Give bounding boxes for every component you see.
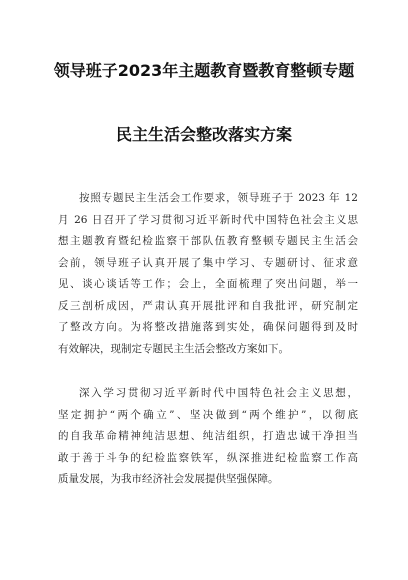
paragraph-line: 敢于善于斗争的纪检监察铁军，纵深推进纪检监察工作高 — [58, 451, 358, 464]
document-title-line-1: 领导班子2023年主题教育暨教育整顿专题 — [53, 61, 355, 80]
paragraph-line: 了整改方向。为将整改措施落到实处，确保问题得到及时 — [58, 321, 358, 333]
paragraph-line: 按照专题民主生活会工作要求，领导班子于 2023 年 12 — [79, 192, 358, 204]
paragraph-line: 反三剖析成因，严肃认真开展批评和自我批评，研究制定 — [58, 299, 358, 312]
document-title-line-2: 民主生活会整改落实方案 — [115, 125, 292, 144]
paragraph-line: 月 26 日召开了学习贯彻习近平新时代中国特色社会主义思 — [58, 213, 358, 226]
paragraph-line: 会前，领导班子认真开展了集中学习、专题研讨、征求意 — [58, 256, 358, 269]
paragraph-line: 见、谈心谈话等工作；会上，全面梳理了突出问题，举一 — [58, 278, 358, 290]
paragraph-line: 想主题教育暨纪检监察干部队伍教育整顿专题民主生活会 — [58, 235, 358, 247]
paragraph-line: 质量发展，为我市经济社会发展提供坚强保障。 — [58, 473, 279, 485]
paragraph-line: 坚定拥护“两个确立”、坚决做到“两个维护”，以彻底 — [58, 408, 358, 421]
paragraph-line: 深入学习贯彻习近平新时代中国特色社会主义思想， — [79, 387, 358, 399]
paragraph-line: 有效解决，现制定专题民主生活会整改方案如下。 — [58, 342, 289, 355]
body-paragraph-1 — [58, 188, 358, 360]
body-paragraph-2 — [58, 383, 358, 491]
paragraph-line: 的自我革命精神纯洁思想、纯洁组织，打造忠诚干净担当 — [58, 430, 358, 442]
